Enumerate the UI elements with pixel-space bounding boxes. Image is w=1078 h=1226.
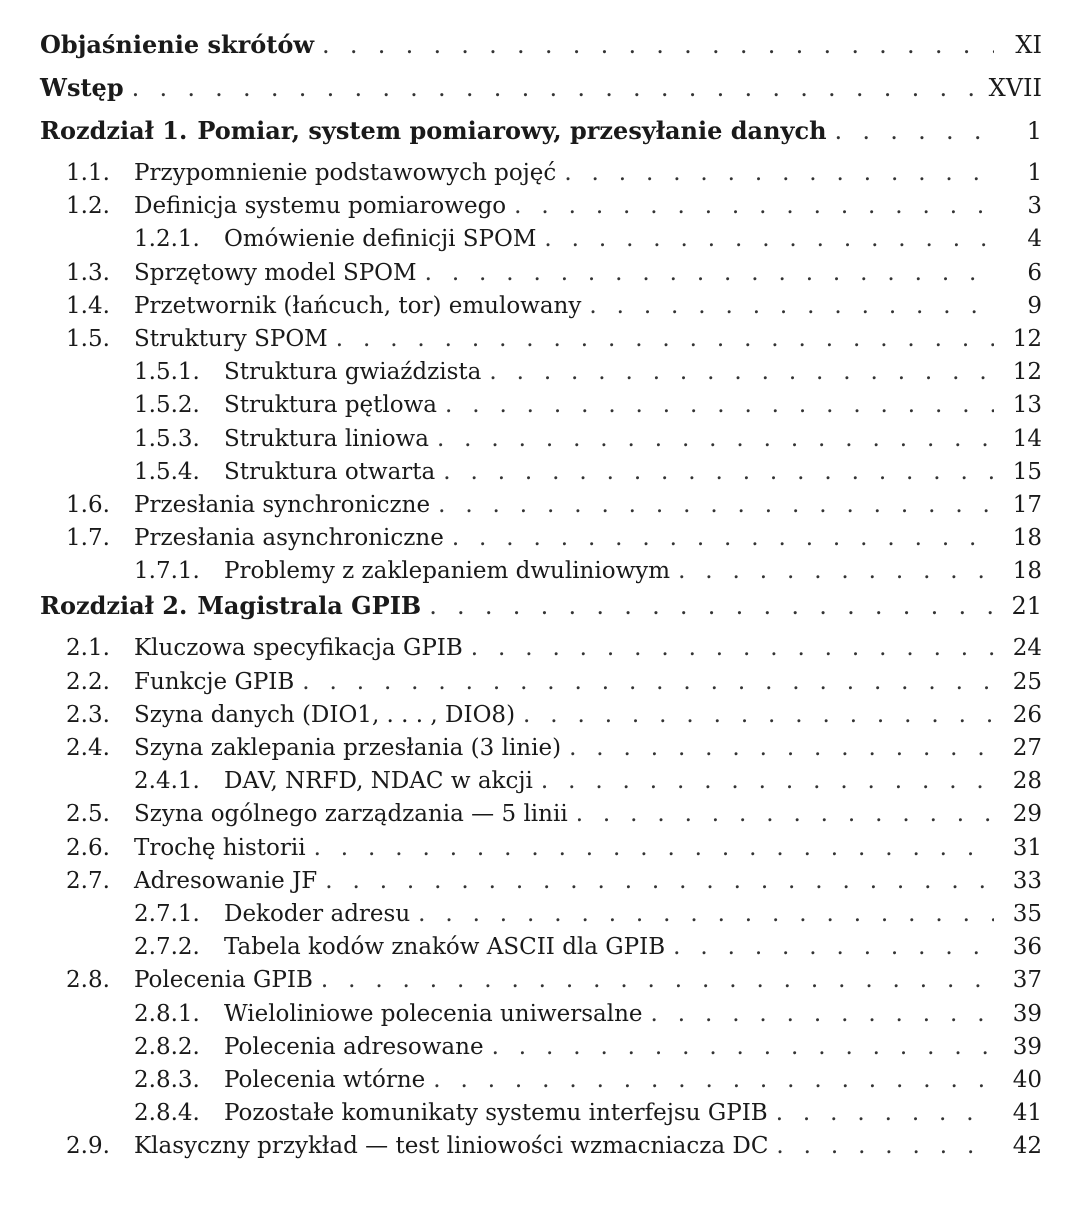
- toc-entry-title: Funkcje GPIB: [134, 668, 295, 695]
- toc-entry-page-number: 3: [1027, 193, 1042, 220]
- toc-entry-title: Pomiar, system pomiarowy, przesyłanie danych: [197, 116, 827, 145]
- toc-entry-page-number: 12: [1012, 359, 1042, 386]
- toc-entry-title: Struktura otwarta: [224, 458, 436, 485]
- toc-leader-dots: [471, 635, 994, 661]
- toc-leader-dots: [576, 801, 994, 827]
- toc-entry-number: 2.1.: [66, 635, 110, 662]
- toc-entry-page-number: 1: [1027, 160, 1042, 186]
- toc-entry: [40, 702, 1042, 735]
- toc-entry-title: Problemy z zaklepaniem dwuliniowym: [224, 558, 671, 585]
- toc-entry: [40, 226, 1042, 259]
- toc-entry: [40, 835, 1042, 868]
- toc-entry: [40, 635, 1042, 668]
- toc-entry-number: 1.3.: [66, 259, 110, 286]
- toc-entry-number: 2.4.1.: [134, 768, 200, 795]
- toc-entry: [40, 459, 1042, 492]
- toc-entry: [40, 30, 1042, 73]
- toc-entry-number: 1.7.: [66, 525, 110, 552]
- toc-entry-page-number: 24: [1012, 635, 1042, 662]
- toc-leader-dots: [302, 669, 994, 695]
- toc-entry: [40, 426, 1042, 459]
- toc-leader-dots: [776, 1100, 994, 1126]
- toc-entry-page-number: XVII: [988, 74, 1042, 102]
- toc-entry-number: 2.8.2.: [134, 1033, 200, 1060]
- toc-entry-page-number: 26: [1012, 701, 1042, 728]
- toc-entry-page-number: 36: [1012, 934, 1042, 961]
- toc-leader-dots: [492, 1034, 994, 1060]
- toc-leader-dots: [673, 934, 994, 960]
- toc-leader-dots: [429, 592, 994, 620]
- toc-entry-title: Tabela kodów znaków ASCII dla GPIB: [224, 934, 666, 961]
- toc-entry-title: Struktura liniowa: [224, 425, 429, 452]
- toc-entry: [40, 591, 1042, 635]
- toc-entry-number: 2.8.1.: [134, 1000, 200, 1027]
- toc-entry-title: Adresowanie JF: [134, 867, 318, 894]
- toc-leader-dots: [425, 260, 994, 286]
- toc-entry-number: 2.7.: [66, 867, 110, 894]
- toc-entry: [40, 392, 1042, 425]
- toc-entry-page-number: XI: [1015, 31, 1042, 59]
- toc-entry-title: Omówienie definicji SPOM: [224, 226, 537, 253]
- toc-entry-number: 2.5.: [66, 801, 110, 828]
- toc-entry-number: 1.1.: [66, 160, 110, 186]
- toc-leader-dots: [325, 868, 994, 894]
- table-of-contents: [40, 30, 1042, 1166]
- toc-entry: [40, 901, 1042, 934]
- toc-entry-number: 2.8.: [66, 967, 110, 994]
- toc-entry: [40, 1133, 1042, 1166]
- toc-entry-title: Szyna ogólnego zarządzania — 5 linii: [134, 801, 568, 828]
- toc-entry-number: 2.6.: [66, 834, 110, 861]
- toc-leader-dots: [433, 1067, 994, 1093]
- toc-leader-dots: [569, 735, 994, 761]
- toc-entry-title: Polecenia adresowane: [224, 1033, 484, 1060]
- toc-entry-title: Szyna zaklepania przesłania (3 linie): [134, 735, 562, 761]
- toc-entry-number: 1.5.1.: [134, 359, 200, 386]
- toc-leader-dots: [544, 226, 994, 252]
- toc-entry-page-number: 39: [1012, 1000, 1042, 1027]
- toc-leader-dots: [438, 492, 994, 518]
- toc-entry-page-number: 6: [1027, 259, 1042, 286]
- toc-entry: [40, 260, 1042, 293]
- toc-entry: [40, 1100, 1042, 1133]
- toc-entry: [40, 73, 1042, 116]
- toc-leader-dots: [776, 1133, 994, 1159]
- toc-entry-page-number: 15: [1012, 458, 1042, 485]
- toc-entry-title: Przetwornik (łańcuch, tor) emulowany: [134, 292, 582, 319]
- toc-entry-title: Polecenia wtórne: [224, 1066, 426, 1093]
- toc-entry-number: 1.4.: [66, 292, 110, 319]
- toc-entry-number: 1.2.1.: [134, 226, 200, 253]
- toc-leader-dots: [589, 293, 994, 319]
- toc-entry-number: 1.5.4.: [134, 458, 200, 485]
- toc-entry: [40, 768, 1042, 801]
- toc-entry: [40, 193, 1042, 226]
- toc-entry: [40, 934, 1042, 967]
- toc-leader-dots: [418, 901, 994, 927]
- toc-entry-page-number: 12: [1012, 325, 1042, 352]
- toc-entry-number: 2.2.: [66, 668, 110, 695]
- toc-entry: [40, 1001, 1042, 1034]
- toc-leader-dots: [514, 193, 994, 219]
- toc-entry-page-number: 9: [1027, 292, 1042, 319]
- toc-entry-title: Struktura gwiaździsta: [224, 359, 482, 386]
- toc-entry-title: Pozostałe komunikaty systemu interfejsu GPIB: [224, 1100, 768, 1127]
- toc-entry-number: 1.5.2.: [134, 392, 200, 419]
- toc-entry: [40, 868, 1042, 901]
- toc-entry-page-number: 14: [1012, 425, 1042, 452]
- toc-entry-title: Dekoder adresu: [224, 900, 411, 927]
- toc-entry-title: Kluczowa specyfikacja GPIB: [134, 635, 463, 662]
- toc-leader-dots: [132, 74, 981, 102]
- toc-entry-number: Rozdział 2.: [40, 591, 188, 621]
- toc-entry: [40, 735, 1042, 768]
- toc-entry-page-number: 35: [1012, 900, 1042, 927]
- toc-entry-page-number: 13: [1012, 392, 1042, 419]
- toc-leader-dots: [489, 359, 994, 385]
- toc-entry-number: 2.4.: [66, 735, 110, 761]
- toc-entry-page-number: 18: [1012, 525, 1042, 552]
- toc-entry-number: 1.5.: [66, 325, 110, 352]
- toc-leader-dots: [452, 525, 994, 551]
- toc-entry-number: 2.8.3.: [134, 1066, 200, 1093]
- toc-entry: [40, 116, 1042, 160]
- toc-leader-dots: [541, 768, 994, 794]
- toc-leader-dots: [678, 558, 994, 584]
- toc-entry-number: 2.3.: [66, 701, 110, 728]
- toc-entry-title: Sprzętowy model SPOM: [134, 259, 417, 286]
- toc-entry-title: DAV, NRFD, NDAC w akcji: [224, 768, 533, 795]
- toc-entry-page-number: 17: [1012, 491, 1042, 518]
- toc-entry-page-number: 31: [1012, 834, 1042, 861]
- toc-entry-page-number: 29: [1012, 801, 1042, 828]
- toc-entry: [40, 525, 1042, 558]
- toc-leader-dots: [564, 160, 994, 186]
- toc-entry-title: Przesłania synchroniczne: [134, 491, 431, 518]
- toc-entry-title: Magistrala GPIB: [197, 591, 422, 621]
- toc-entry: [40, 326, 1042, 359]
- toc-entry-number: 2.9.: [66, 1133, 110, 1160]
- toc-entry: [40, 558, 1042, 591]
- toc-leader-dots: [835, 117, 994, 145]
- toc-entry-title: Szyna danych (DIO1, . . . , DIO8): [134, 701, 516, 728]
- toc-entry-page-number: 21: [1011, 592, 1042, 621]
- toc-entry-title: Definicja systemu pomiarowego: [134, 193, 507, 220]
- toc-entry-page-number: 1: [1026, 117, 1042, 145]
- toc-entry: [40, 801, 1042, 834]
- toc-entry-title: Trochę historii: [134, 834, 306, 861]
- toc-entry-number: 1.5.3.: [134, 425, 200, 452]
- toc-entry-number: 1.2.: [66, 193, 110, 220]
- toc-entry-title: Polecenia GPIB: [134, 967, 313, 994]
- toc-entry-number: 1.6.: [66, 491, 110, 518]
- toc-entry: [40, 1034, 1042, 1067]
- toc-entry-number: 2.7.1.: [134, 900, 200, 927]
- toc-leader-dots: [651, 1001, 994, 1027]
- toc-entry-title: Przypomnienie podstawowych pojęć: [134, 160, 557, 186]
- toc-entry-page-number: 42: [1012, 1133, 1042, 1160]
- toc-entry: [40, 160, 1042, 193]
- toc-entry-page-number: 4: [1027, 226, 1042, 253]
- toc-entry-page-number: 27: [1012, 735, 1042, 761]
- toc-entry-title: Przesłania asynchroniczne: [134, 525, 444, 552]
- toc-entry-title: Struktury SPOM: [134, 325, 328, 352]
- toc-entry-page-number: 28: [1012, 768, 1042, 795]
- toc-entry-title: Wieloliniowe polecenia uniwersalne: [224, 1000, 643, 1027]
- toc-entry-number: Rozdział 1.: [40, 116, 188, 145]
- toc-leader-dots: [437, 426, 994, 452]
- toc-entry-title: Struktura pętlowa: [224, 392, 437, 419]
- toc-leader-dots: [523, 702, 994, 728]
- toc-entry-number: 2.7.2.: [134, 934, 200, 961]
- toc-leader-dots: [445, 392, 994, 418]
- toc-entry-page-number: 18: [1012, 558, 1042, 585]
- toc-entry: [40, 669, 1042, 702]
- toc-leader-dots: [314, 835, 994, 861]
- toc-entry-page-number: 41: [1012, 1100, 1042, 1127]
- toc-entry-number: 2.8.4.: [134, 1100, 200, 1127]
- toc-leader-dots: [443, 459, 994, 485]
- toc-entry: [40, 293, 1042, 326]
- toc-entry-page-number: 40: [1012, 1066, 1042, 1093]
- toc-leader-dots: [336, 326, 994, 352]
- toc-entry: [40, 1067, 1042, 1100]
- toc-entry-page-number: 25: [1012, 668, 1042, 695]
- toc-entry-title: Wstęp: [40, 73, 124, 102]
- toc-entry-page-number: 33: [1012, 867, 1042, 894]
- toc-entry: [40, 967, 1042, 1000]
- toc-entry-page-number: 37: [1012, 967, 1042, 994]
- toc-entry-title: Objaśnienie skrótów: [40, 30, 315, 59]
- toc-entry-title: Klasyczny przykład — test liniowości wzmacniacza DC: [134, 1133, 769, 1160]
- toc-leader-dots: [322, 31, 994, 59]
- toc-entry: [40, 492, 1042, 525]
- toc-leader-dots: [321, 967, 994, 993]
- toc-entry-number: 1.7.1.: [134, 558, 200, 585]
- toc-entry: [40, 359, 1042, 392]
- toc-entry-page-number: 39: [1012, 1033, 1042, 1060]
